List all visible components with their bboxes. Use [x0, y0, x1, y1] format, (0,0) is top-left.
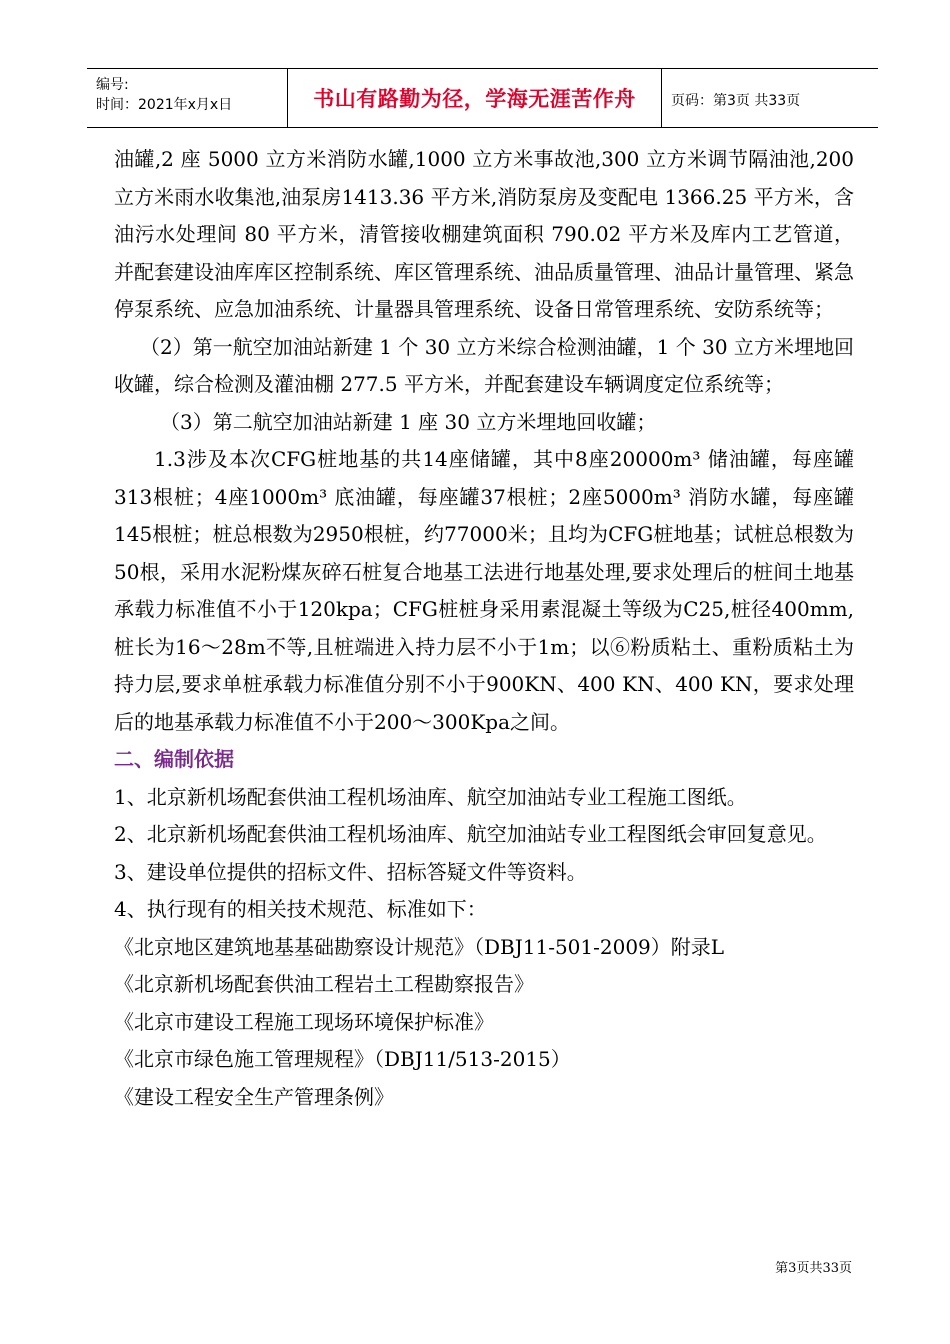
- reference-item: 《建设工程安全生产管理条例》: [114, 1084, 394, 1109]
- header-motto-cell: [288, 69, 662, 127]
- page-header: [87, 68, 878, 128]
- paragraph-tanks: 油罐,2 座 5000 立方米消防水罐,1000 立方米事故池,300 立方米调节隔油池,200 立方米雨水收集池,油泵房1413.36 平方米,消防泵房及变配电 1366.25 平方米，含油污水处理间 80 平方米，清管接收棚建筑面积 790.02 平方米及库内工艺管道，并配套建设油库库区控制系统、库区管理系统、油品质量管理、油品计量管理、紧急停泵系统、应急加油系统、计量器具管理系统、设备日常管理系统、安防系统等；: [114, 147, 854, 321]
- paragraph-second-station: （3）第二航空加油站新建 1 座 30 立方米埋地回收罐；: [160, 409, 657, 434]
- reference-item: 《北京新机场配套供油工程岩土工程勘察报告》: [114, 972, 534, 996]
- date-label: 时间：2021年x月x日: [96, 97, 233, 113]
- basis-item-1: 1、北京新机场配套供油工程机场油库、航空加油站专业工程施工图纸。: [114, 784, 747, 809]
- reference-item: 《北京市绿色施工管理规程》（DBJ11/513-2015）: [114, 1047, 571, 1071]
- paragraph-first-station: （2）第一航空加油站新建 1 个 30 立方米综合检测油罐，1 个 30 立方米埋地回收罐，综合检测及灌油棚 277.5 平方米，并配套建设车辆调度定位系统等；: [114, 334, 854, 396]
- header-meta-cell: [87, 69, 288, 127]
- reference-item: 《北京地区建筑地基基础勘察设计规范》（DBJ11-501-2009）附录L: [114, 934, 725, 959]
- header-page-info: 页码：第3页 共33页: [671, 93, 801, 109]
- reference-item: 《北京市建设工程施工现场环境保护标准》: [114, 1009, 494, 1034]
- serial-label: 编号:: [96, 77, 129, 93]
- document-body: [114, 141, 854, 1116]
- basis-item-4: 4、执行现有的相关技术规范、标准如下：: [114, 897, 487, 921]
- footer-page-info: 第3页共33页: [775, 1261, 852, 1276]
- paragraph-cfg-piles: 1.3涉及本次CFG桩地基的共14座储罐，其中8座20000m³ 储油罐，每座罐313根桩；4座1000m³ 底油罐，每座罐37根桩；2座5000m³ 消防水罐，每座罐145根桩；桩总根数为2950根桩，约77000米；且均为CFG桩地基；试桩总根数为50根，采用水泥粉煤灰碎石桩复合地基工法进行地基处理,要求处理后的桩间土地基承载力标准值不小于120kpa；CFG桩桩身采用素混凝土等级为C25,桩径400mm,桩长为16～28m不等,且桩端进入持力层不小于1m；以⑥粉质粘土、重粉质粘土为持力层,要求单桩承载力标准值分别不小于900KN、400 KN、400 KN，要求处理后的地基承载力标准值不小于200～300Kpa之间。: [114, 447, 854, 734]
- section-title-basis: 二、编制依据: [114, 747, 234, 771]
- header-page-cell: [662, 69, 878, 127]
- basis-item-3: 3、建设单位提供的招标文件、招标答疑文件等资料。: [114, 859, 587, 884]
- page-footer: [775, 1257, 852, 1276]
- header-motto: 书山有路勤为径，学海无涯苦作舟: [313, 87, 636, 111]
- basis-item-2: 2、北京新机场配套供油工程机场油库、航空加油站专业工程图纸会审回复意见。: [114, 822, 827, 846]
